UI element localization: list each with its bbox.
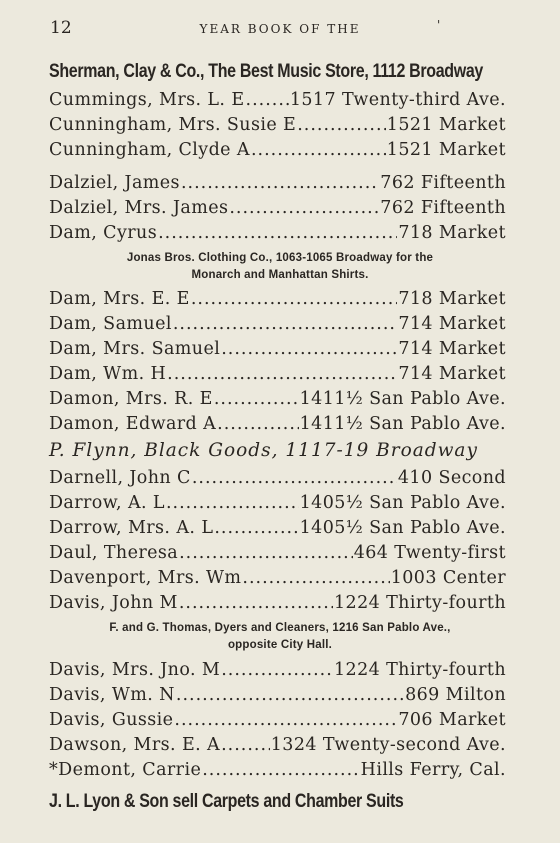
entry-name: Daul, Theresa <box>49 543 179 563</box>
ad-jonas-line-2: Monarch and Manhattan Shirts. <box>191 269 369 281</box>
entry-address: 762 Fifteenth <box>380 198 506 218</box>
entry-name: Davis, Wm. N <box>49 685 175 705</box>
ad-flynn: P. Flynn, Black Goods, 1117-19 Broadway <box>49 440 478 461</box>
entry-address: 718 Market <box>398 223 506 243</box>
directory-entry <box>49 362 506 386</box>
entry-address: 714 Market <box>398 314 506 334</box>
entry-name: Darnell, John C <box>49 468 191 488</box>
ad-jonas-line-1: Jonas Bros. Clothing Co., 1063-1065 Broadway for the <box>126 252 434 264</box>
ad-thomas-line-2: opposite City Hall. <box>227 639 333 651</box>
leader-dots <box>191 287 397 311</box>
entry-name: Cummings, Mrs. L. E <box>49 90 245 110</box>
leader-dots <box>217 412 298 436</box>
leader-dots <box>242 566 389 590</box>
leader-dots <box>251 138 386 162</box>
leader-dots <box>179 591 333 615</box>
entry-address: 1521 Market <box>386 115 506 135</box>
directory-entry <box>49 516 506 540</box>
entry-address: 1224 Thirty-fourth <box>334 660 506 680</box>
ad-thomas-dyers <box>40 620 520 654</box>
directory-entry <box>49 566 506 590</box>
leader-dots <box>202 758 359 782</box>
ad-lyon-son: J. L. Lyon & Son sell Carpets and Chamber Suits <box>49 790 404 812</box>
entry-name: Dalziel, Mrs. James <box>49 198 229 218</box>
entry-address: 1224 Thirty-fourth <box>334 593 506 613</box>
directory-entry <box>49 221 506 245</box>
leader-dots <box>214 516 298 540</box>
entry-address: 869 Milton <box>405 685 506 705</box>
entry-name: Davis, Mrs. Jno. M <box>49 660 221 680</box>
entry-address: 718 Market <box>398 289 506 309</box>
entry-address: 410 Second <box>397 468 506 488</box>
leader-dots <box>174 708 397 732</box>
directory-entry <box>49 196 506 220</box>
entry-name: Darrow, A. L <box>49 493 165 513</box>
entry-address: 1521 Market <box>386 140 506 160</box>
leader-dots <box>229 196 379 220</box>
directory-entry <box>49 541 506 565</box>
entry-name: Dam, Mrs. Samuel <box>49 339 221 359</box>
directory-entry <box>49 491 506 515</box>
leader-dots <box>221 733 270 757</box>
page-header <box>0 18 560 42</box>
ad-thomas-line-1: F. and G. Thomas, Dyers and Cleaners, 1216 San Pablo Ave., <box>109 622 451 634</box>
directory-entry <box>49 733 506 757</box>
leader-dots <box>181 171 379 195</box>
ad-jonas-bros <box>40 250 520 284</box>
leader-dots <box>167 362 397 386</box>
entry-address: 1405½ San Pablo Ave. <box>299 518 506 538</box>
printer-mark: ' <box>437 18 441 32</box>
entry-address: 1405½ San Pablo Ave. <box>299 493 506 513</box>
leader-dots <box>214 387 299 411</box>
leader-dots <box>221 658 333 682</box>
entry-name: *Demont, Carrie <box>49 760 202 780</box>
directory-entry <box>49 138 506 162</box>
directory-entry <box>49 658 506 682</box>
leader-dots <box>221 337 397 361</box>
entry-address: 714 Market <box>398 339 506 359</box>
entry-address: 1411½ San Pablo Ave. <box>299 414 506 434</box>
entry-address: 464 Twenty-first <box>353 543 506 563</box>
directory-entry <box>49 412 506 436</box>
directory-entry <box>49 387 506 411</box>
entry-name: Cunningham, Mrs. Susie E <box>49 115 297 135</box>
page-number: 12 <box>50 18 72 38</box>
directory-entry <box>49 287 506 311</box>
directory-entry <box>49 683 506 707</box>
leader-dots <box>192 466 397 490</box>
directory-entry <box>49 758 506 782</box>
directory-entry <box>49 466 506 490</box>
entry-name: Davis, John M <box>49 593 178 613</box>
directory-entry <box>49 337 506 361</box>
entry-name: Davis, Gussie <box>49 710 174 730</box>
entry-name: Dam, Cyrus <box>49 223 158 243</box>
leader-dots <box>297 113 386 137</box>
entry-name: Davenport, Mrs. Wm <box>49 568 242 588</box>
entry-name: Dalziel, James <box>49 173 180 193</box>
entry-name: Dawson, Mrs. E. A <box>49 735 221 755</box>
entry-name: Damon, Mrs. R. E <box>49 389 213 409</box>
entry-address: 762 Fifteenth <box>380 173 506 193</box>
entry-address: 714 Market <box>398 364 506 384</box>
leader-dots <box>166 491 299 515</box>
entry-address: 1517 Twenty-third Ave. <box>289 90 506 110</box>
entry-name: Dam, Samuel <box>49 314 172 334</box>
leader-dots <box>158 221 397 245</box>
running-title: YEAR BOOK OF THE <box>199 22 361 36</box>
entry-address: 1003 Center <box>390 568 506 588</box>
entry-name: Dam, Mrs. E. E <box>49 289 190 309</box>
leader-dots <box>246 88 289 112</box>
directory-entry <box>49 88 506 112</box>
entry-name: Dam, Wm. H <box>49 364 167 384</box>
directory-entry <box>49 312 506 336</box>
entry-name: Darrow, Mrs. A. L <box>49 518 214 538</box>
directory-entry <box>49 113 506 137</box>
entry-address: Hills Ferry, Cal. <box>360 760 506 780</box>
directory-entry <box>49 591 506 615</box>
ad-sherman-clay: Sherman, Clay & Co., The Best Music Store, 1112 Broadway <box>49 60 483 82</box>
entry-address: 1324 Twenty-second Ave. <box>270 735 506 755</box>
entry-address: 706 Market <box>398 710 506 730</box>
entry-name: Cunningham, Clyde A <box>49 140 250 160</box>
entry-address: 1411½ San Pablo Ave. <box>299 389 506 409</box>
entry-name: Damon, Edward A <box>49 414 217 434</box>
leader-dots <box>179 541 353 565</box>
leader-dots <box>176 683 404 707</box>
directory-entry <box>49 171 506 195</box>
leader-dots <box>173 312 397 336</box>
directory-entry <box>49 708 506 732</box>
